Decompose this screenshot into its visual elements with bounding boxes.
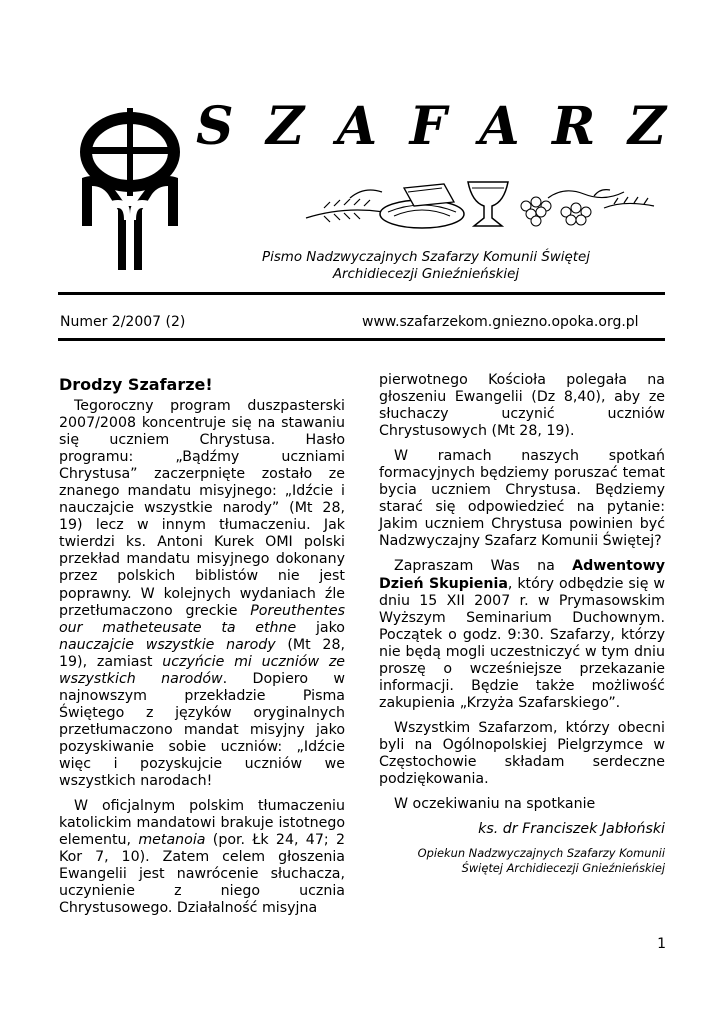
article-paragraph: Wszystkim Szafarzom, którzy obecni byli na Ogólnopolskiej Pielgrzymce w Częstochowie składam serdeczne podziękowania.: [379, 719, 665, 788]
bottom-divider: [58, 338, 665, 341]
teach-phrase: nauczajcie wszystkie narody: [59, 636, 276, 653]
metanoia-term: metanoia: [138, 832, 206, 849]
top-divider: [58, 292, 665, 295]
title-letter: A: [336, 96, 378, 157]
subtitle-line-1: Pismo Nadzwyczajnych Szafarzy Komunii Świętej: [262, 250, 590, 265]
chi-rho-logo-icon: [78, 102, 182, 270]
title-letter: S: [196, 96, 234, 157]
article-paragraph: W oficjalnym polskim tłumaczeniu katolickim mandatowi brakuje istotnego elementu, metanoia (por. Łk 24, 47; 2 Kor 7, 10). Zatem celem głoszenia Ewangelii jest nawrócenie słuchacza, uczynienie z niego ucznia Chrystusowego. Działalność misyjna: [59, 798, 346, 917]
article-paragraph-continued: pierwotnego Kościoła polegała na głoszeniu Ewangelii (Dz 8,40), aby ze słuchaczy uczynić uczniów Chrystusowych (Mt 28, 19).: [379, 372, 665, 440]
title-letter: R: [552, 96, 596, 157]
signature-role-line-2: Świętej Archidiecezji Gnieźnieńskiej: [461, 861, 665, 876]
article-column-right: [379, 372, 665, 876]
title-letter: F: [409, 96, 447, 157]
article-paragraph: Tegoroczny program duszpasterski 2007/2008 koncentruje się na stawaniu się uczniem Chrystusa. Hasło programu: „Bądźmy uczniami Chrystusa” zaczerpnięte zostało ze znanego mandatu misyjnego: „Idźcie i nauczajcie wszystkie narody” (Mt 28, 19) lecz w innym tłumaczeniu. Jak twierdzi ks. Antoni Kurek OMI polski przekład mandatu misyjnego dokonany przez polskich biblistów nie jest poprawny. W kolejnych wydaniach źle przetłumaczono greckie Poreuthentes our matheteusate ta ethne jako nauczajcie wszystkie narody (Mt 28, 19), zamiast uczyńcie mi uczniów ze wszystkich narodów. Dopiero w najnowszym przekładzie Pisma Świętego z języków oryginalnych przetłumaczono mandat misyjny jako pozyskiwanie sobie uczniów: „Idźcie więc i pozyskujcie uczniów we wszystkich narodach!: [59, 398, 346, 790]
subtitle-line-2: Archidiecezji Gnieźnieńskiej: [332, 267, 520, 282]
disciple-phrase: uczyńcie mi uczniów ze wszystkich narodów: [59, 653, 346, 687]
masthead-title: [196, 92, 666, 162]
signature-role-line-1: Opiekun Nadzwyczajnych Szafarzy Komunii: [417, 846, 665, 861]
issue-number: Numer 2/2007 (2): [60, 314, 186, 330]
article-paragraph: Zapraszam Was na Adwentowy Dzień Skupienia, który odbędzie się w dniu 15 XII 2007 r. w Prymasowskim Wyższym Seminarium Duchownym. Początek o godz. 9:30. Szafarzy, którzy nie będą mogli uczestniczyć w tym dniu proszę o wcześniejsze przekazanie informacji. Będzie także możliwość zakupienia „Krzyża Szafarskiego”.: [379, 558, 665, 711]
bread-chalice-grapes-ornament-icon: [304, 178, 660, 232]
article-heading: Drodzy Szafarze!: [59, 375, 213, 394]
title-letter: Z: [627, 96, 666, 157]
signature: ks. dr Franciszek Jabłoński: [478, 821, 665, 838]
website-link[interactable]: www.szafarzekom.gniezno.opoka.org.pl: [362, 314, 639, 330]
page-number: 1: [657, 936, 666, 952]
title-letter: Z: [266, 96, 305, 157]
article-paragraph: W ramach naszych spotkań formacyjnych będziemy poruszać temat bycia uczniem Chrystusa. Będziemy starać się odpowiedzieć na pytanie: Jakim uczniem Chrystusa powinien być Nadzwyczajny Szafarz Komunii Świętej?: [379, 448, 665, 550]
event-name: Adwentowy Dzień Skupienia: [379, 558, 665, 592]
article-column-left: [59, 375, 345, 925]
greek-phrase: Poreuthentes our matheteusate ta ethne: [59, 602, 345, 636]
title-letter: A: [479, 96, 520, 157]
closing-line: W oczekiwaniu na spotkanie: [394, 796, 596, 813]
